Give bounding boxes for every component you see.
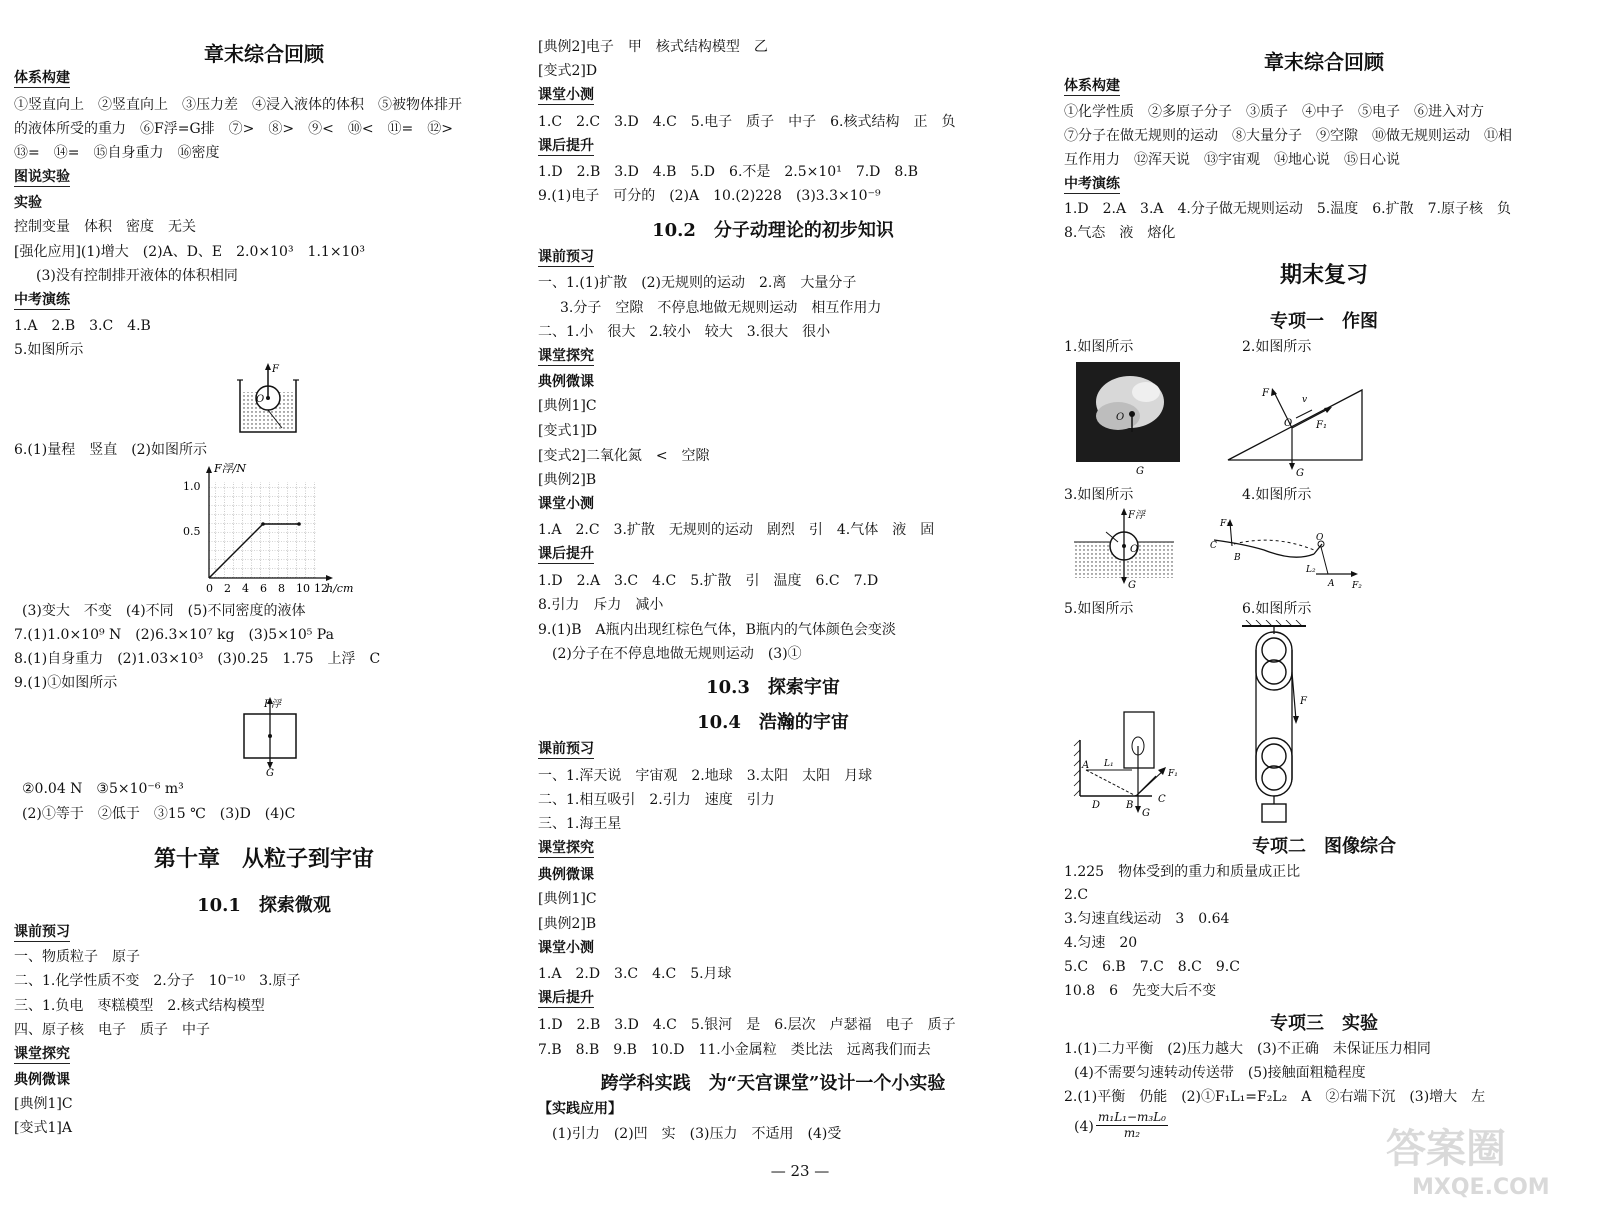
beaker-figure [234,362,304,438]
label-C: C [1158,794,1166,805]
fraction-numerator: m₁L₁−m₃L₀ [1098,1110,1166,1124]
answer-line: 1.D 2.B 3.D 4.C 5.银河 是 6.层次 卢瑟福 电子 质子 [538,1017,956,1033]
graph-xtick: 8 [278,582,285,595]
graph-xlabel: h/cm [326,582,354,595]
answer-line: [典例1]C [538,398,597,414]
answer-line: [变式2]D [538,63,598,79]
answer-line: [变式1]A [14,1120,72,1136]
answer-line: [典例2]B [538,472,597,488]
answer-line: 互作用力 ⑫浑天说 ⑬宇宙观 ⑭地心说 ⑮日心说 [1064,152,1400,168]
label-F: F [272,364,279,375]
figure-caption: 5.如图所示 [1064,601,1134,617]
tag-kq: 课前预习 [538,741,594,757]
label-O: O [1130,544,1139,555]
answer-line: 4.匀速 20 [1064,935,1138,951]
subheading: 课堂小测 [538,496,594,512]
answer-line: [典例1]C [14,1096,73,1112]
answer-line: 9.(1)B A瓶内出现红棕色气体，B瓶内的气体颜色会变淡 [538,622,896,638]
tag-zk: 中考演练 [1064,176,1120,192]
topic-heading: 专项一 作图 [1270,311,1378,332]
fig6-pulley-system [1234,620,1314,826]
answer-line: 3.分子 空隙 不停息地做无规则运动 相互作用力 [560,300,882,316]
answer-line: ①化学性质 ②多原子分子 ③质子 ④中子 ⑤电子 ⑥进入对方 [1064,104,1484,120]
section-heading: 10.2 分子动理论的初步知识 [652,220,894,241]
figure-caption: 6.如图所示 [1242,601,1312,617]
tag-tixi: 体系构建 [14,70,70,86]
answer-line: 6.(1)量程 竖直 (2)如图所示 [14,442,208,458]
answer-line: 8.引力 斥力 减小 [538,597,664,613]
label-v: v [1302,395,1308,405]
answer-line: 1.(1)二力平衡 (2)压力越大 (3)不正确 未保证压力相同 [1064,1041,1431,1057]
label-O: O [1284,418,1293,429]
answer-line: 2.(1)平衡 仍能 (2)①F₁L₁=F₂L₂ A ②右端下沉 (3)增大 左 [1064,1089,1486,1105]
answer-line: 1.D 2.A 3.A 4.分子做无规则运动 5.温度 6.扩散 7.原子核 负 [1064,201,1511,217]
block-force-figure [232,694,312,776]
answer-line: 一、物质粒子 原子 [14,949,140,965]
graph-point [297,522,301,526]
answer-line: 1.A 2.C 3.扩散 无规则的运动 剧烈 引 4.气体 液 固 [538,522,935,538]
practice-heading: 跨学科实践 为“天宫课堂”设计一个小实验 [600,1073,946,1094]
force-depth-graph [179,460,369,600]
figure-caption: 2.如图所示 [1242,339,1312,355]
label-F1: F₁ [1220,519,1230,529]
answer-line: 1.D 2.A 3.C 4.C 5.扩散 引 温度 6.C 7.D [538,573,879,589]
section-title: 章末综合回顾 [204,42,324,66]
page-number: — 23 — [770,1162,830,1180]
label-F2: F₂ [1352,581,1362,591]
answer-line: [典例1]C [538,891,597,907]
graph-xtick: 12 [314,582,328,595]
graph-xtick: 6 [260,582,267,595]
tag-kq: 课前预习 [538,249,594,265]
column-middle [538,0,1008,1216]
figure-caption: 4.如图所示 [1242,487,1312,503]
label-C: C [1210,541,1217,551]
subheading: 实验 [14,195,42,211]
label-F1: F₁ [1168,769,1178,779]
graph-ytick-05: 0.5 [183,525,201,538]
answer-line: 5.C 6.B 7.C 8.C 9.C [1064,959,1240,975]
label-O: O [1116,412,1125,423]
answer-line: 1.A 2.B 3.C 4.B [14,318,151,334]
answer-line: ⑦分子在做无规则的运动 ⑧大量分子 ⑨空隙 ⑩做无规则运动 ⑪相 [1064,128,1512,144]
column-right [1064,0,1584,1216]
answer-line: 一、1.浑天说 宇宙观 2.地球 3.太阳 太阳 月球 [538,768,873,784]
graph-xtick: 4 [242,582,249,595]
answer-line: 控制变量 体积 密度 无关 [14,219,196,235]
graph-xtick: 0 [206,582,213,595]
label-Ffu: F浮 [264,699,281,710]
answer-line: (3)没有控制排开液体的体积相同 [36,268,238,284]
answer-line: (4)不需要匀速转动传送带 (5)接触面粗糙程度 [1074,1065,1366,1081]
answer-line: [强化应用](1)增大 (2)A、D、E 2.0×10³ 1.1×10³ [14,244,365,260]
answer-line: 一、1.(1)扩散 (2)无规则的运动 2.离 大量分子 [538,275,857,291]
label-A: A [1082,760,1090,771]
label-L2: L₂ [1306,565,1316,575]
answer-line: 二、1.小 很大 2.较小 较大 3.很大 很小 [538,324,831,340]
watermark-text-top: 答案圈 [1386,1126,1506,1172]
label-G: G [1296,468,1304,479]
graph-point [261,522,265,526]
answer-line: 二、1.化学性质不变 2.分子 10⁻¹⁰ 3.原子 [14,973,301,989]
chapter-title: 第十章 从粒子到宇宙 [153,847,374,872]
tag-kq: 课前预习 [14,924,70,940]
answer-line: 5.如图所示 [14,342,84,358]
answer-line: (3)变大 不变 (4)不同 (5)不同密度的液体 [22,603,306,619]
fraction-denominator: m₂ [1123,1126,1141,1140]
label-F: F [1262,388,1269,399]
label-O: O [256,394,265,405]
label-F: F [1300,696,1307,707]
fig3-floating-ball [1074,504,1184,590]
answer-line: [变式1]D [538,423,598,439]
label-G: G [1142,808,1150,818]
fig4-lever [1204,514,1374,594]
subheading: 课堂小测 [538,940,594,956]
tag-kt: 课堂探究 [14,1046,70,1062]
answer-line: 7.B 8.B 9.B 10.D 11.小金属粒 类比法 远离我们而去 [538,1042,931,1058]
tag-kh: 课后提升 [538,546,594,562]
label-G: G [1128,580,1136,590]
answer-line: 二、1.相互吸引 2.引力 速度 引力 [538,792,775,808]
answer-line: [典例2]B [538,916,597,932]
answer-line: (2)分子在不停息地做无规则运动 (3)① [552,646,802,662]
graph-xtick: 2 [224,582,231,595]
subheading: 典例微课 [538,374,594,390]
answer-line: ②0.04 N ③5×10⁻⁶ m³ [22,781,184,797]
fig1-photo [1076,362,1182,482]
label-O: O [1316,533,1324,543]
section-heading: 10.4 浩瀚的宇宙 [697,712,849,733]
answer-line: (1)引力 (2)凹 实 (3)压力 不适用 (4)受 [552,1126,842,1142]
answer-line: 四、原子核 电子 质子 中子 [14,1022,210,1038]
subheading: 典例微课 [14,1072,70,1088]
answer-line: [典例2]电子 甲 核式结构模型 乙 [538,39,768,55]
label-F1: F₁ [1316,420,1327,431]
answer-line: 1.A 2.D 3.C 4.C 5.月球 [538,966,732,982]
section-heading: 10.1 探索微观 [197,895,331,916]
subheading: 【实践应用】 [538,1101,622,1117]
tag-tixi: 体系构建 [1064,78,1120,94]
graph-ylabel: F浮/N [214,462,246,475]
label-A: A [1328,579,1335,589]
answer-line: 三、1.负电 枣糕模型 2.核式结构模型 [14,998,265,1014]
answer-line: 8.气态 液 熔化 [1064,225,1176,241]
watermark-text-bottom: MXQE.COM [1412,1175,1550,1198]
answer-line: 1.D 2.B 3.D 4.B 5.D 6.不是 2.5×10¹ 7.D 8.B [538,164,919,180]
answer-line: [变式2]二氧化氮 < 空隙 [538,448,710,464]
topic-heading: 专项二 图像综合 [1252,836,1396,857]
answer-line: 7.(1)1.0×10⁹ N (2)6.3×10⁷ kg (3)5×10⁵ Pa [14,627,334,643]
figure-caption: 3.如图所示 [1064,487,1134,503]
label-B: B [1234,553,1241,563]
answer-line: 三、1.海王星 [538,816,622,832]
column-left [14,0,514,1216]
label-G: G [266,768,274,776]
answer-line: 2.C [1064,887,1089,903]
fraction-prefix: (4) [1074,1119,1094,1135]
answer-line: ①竖直向上 ②竖直向上 ③压力差 ④浸入液体的体积 ⑤被物体排开 [14,97,462,113]
graph-ytick-1: 1.0 [183,480,201,493]
answer-line: 9.(1)电子 可分的 (2)A 10.(2)228 (3)3.3×10⁻⁹ [538,188,881,204]
answer-line: 1.C 2.C 3.D 4.C 5.电子 质子 中子 6.核式结构 正 负 [538,114,956,130]
answer-line: 3.匀速直线运动 3 0.64 [1064,911,1230,927]
subheading: 典例微课 [538,867,594,883]
tag-xc: 课堂小测 [538,87,594,103]
topic-heading: 专项三 实验 [1270,1013,1378,1034]
tag-kh: 课后提升 [538,990,594,1006]
label-G: G [1136,466,1144,477]
tag-zhongkao: 中考演练 [14,292,70,308]
final-review-title: 期末复习 [1279,263,1368,288]
answer-line: ⑬= ⑭= ⑮自身重力 ⑯密度 [14,145,220,161]
answer-line: 10.8 6 先变大后不变 [1064,983,1217,999]
answer-line: (2)①等于 ②低于 ③15 ℃ (3)D (4)C [22,806,296,822]
answer-line: 9.(1)①如图所示 [14,675,118,691]
fig5-wall-lever [1072,706,1192,818]
section-title: 章末综合回顾 [1264,50,1384,74]
tag-tushuo: 图说实验 [14,169,70,185]
figure-caption: 1.如图所示 [1064,339,1134,355]
answer-line: 的液体所受的重力 ⑥F浮=G排 ⑦> ⑧> ⑨< ⑩< ⑪= ⑫> [14,121,454,137]
answer-line: 8.(1)自身重力 (2)1.03×10³ (3)0.25 1.75 上浮 C [14,651,381,667]
tag-kh: 课后提升 [538,138,594,154]
answer-line: 1.225 物体受到的重力和质量成正比 [1064,864,1301,880]
section-heading: 10.3 探索宇宙 [706,677,840,698]
label-B: B [1126,800,1134,811]
label-Ffu: F浮 [1128,510,1145,521]
fraction [1096,1110,1168,1141]
tag-kt: 课堂探究 [538,840,594,856]
fig2-incline [1222,380,1372,480]
label-L1: L₁ [1104,759,1114,769]
graph-xtick: 10 [296,582,310,595]
label-D: D [1092,800,1101,811]
watermark [1382,1118,1592,1198]
tag-kt: 课堂探究 [538,348,594,364]
